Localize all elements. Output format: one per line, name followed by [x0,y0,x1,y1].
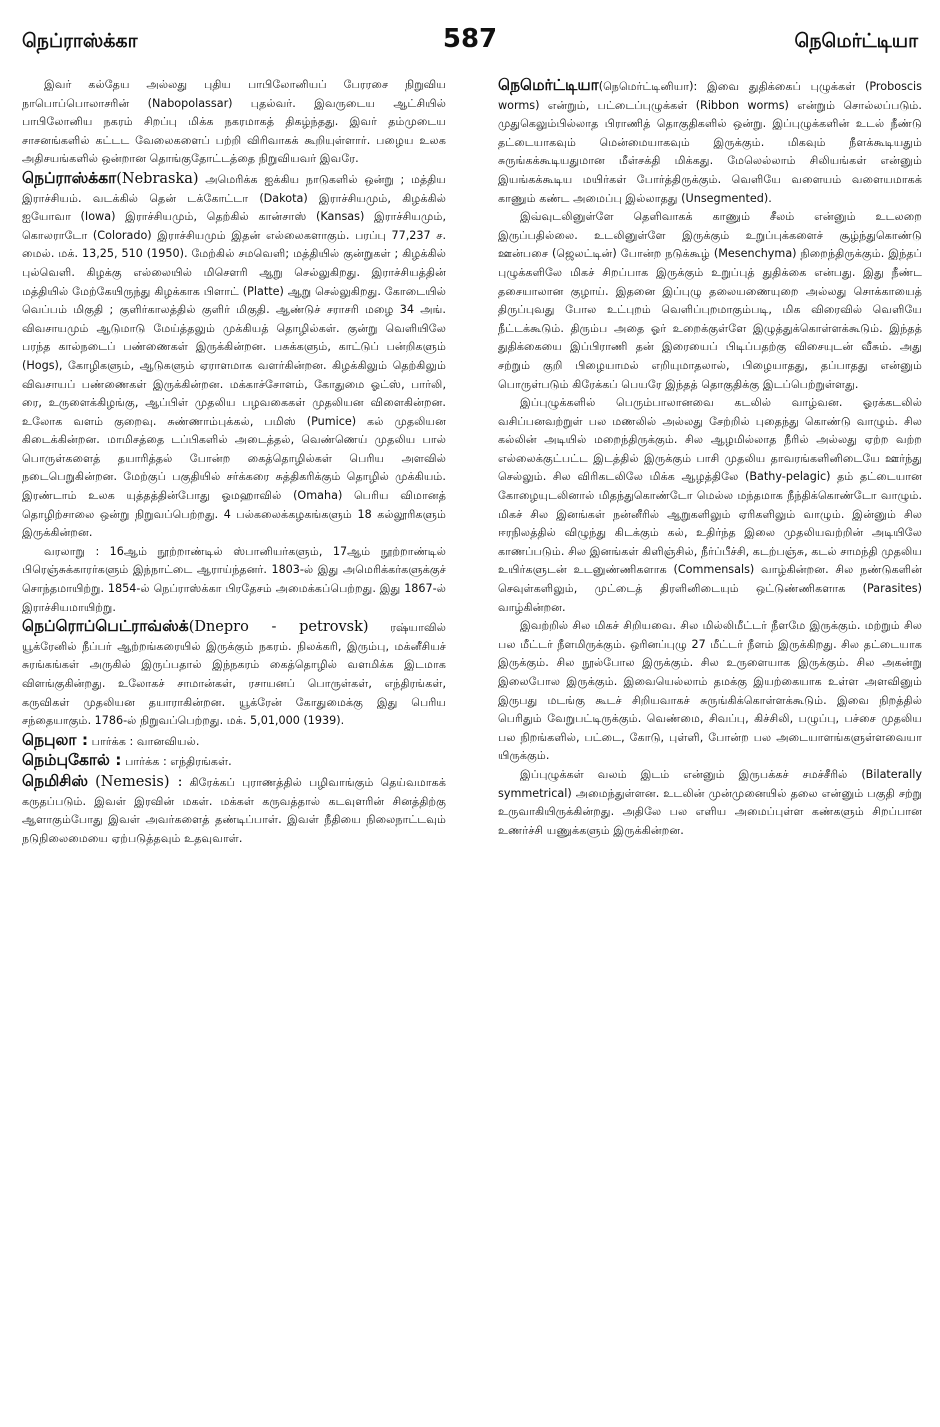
entry-headword: நெபுலா : [22,730,89,749]
entry-headword: நெப்ராஸ்க்கா [22,168,117,187]
entry-nebraska [22,169,446,543]
left-column [22,76,446,848]
page-number: 587 [442,24,498,54]
entry-paragraph: வரலாறு : 16ஆம் நூற்றாண்டில் ஸ்பானியர்களும், 17ஆம் நூற்றாண்டில் பிரெஞ்சுக்காரர்களும் இந்நாட்டை ஆராய்ந்தனர். 1803-ல் இது அமெரிக்கர்களுக்குச் சொந்தமாயிற்று. 1854-ல் நெப்ராஸ்க்கா பிரதேசம் அமைக்கப்பெற்றது. இது 1867-ல் இராச்சியமாயிற்று. [22,544,446,614]
running-head-right: நெமெர்ட்டியா [794,30,918,52]
entry-body: அமெரிக்க ஐக்கிய நாடுகளில் ஒன்று ; மத்திய இராச்சியம். வடக்கில் தென் டக்கோட்டா (Dakota) இராச்சியமும், கிழக்கில் ஐயோவா (Iowa) இராச்சியமும், தெற்கில் கான்சாஸ் (Kansas) இராச்சியமும், கொலராடோ (Colorado) இராச்சியமும் இதன் எல்லைகளாகும். பரப்பு 77,237 ச. மைல். மக். 13,25, 510 (1950). மேற்கில் சமவெளி; மத்தியில் குன்றுகள் ; கிழக்கில் புல்வெளி. கிழக்கு எல்லையில் மிசௌரி ஆறு செல்லுகிறது. இராச்சியத்தின் மத்தியில் மேற்கேயிருந்து கிழக்காக பிளாட் (Platte) ஆறு செல்லுகிறது. கோடையில் வெப்பம் மிகுதி ; குளிர்காலத்தில் குளிர் மிகுதி. ஆண்டுச் சராசரி மழை 34 அங். விவசாயமும் ஆடுமாடு மேய்த்தலும் முக்கியத் தொழில்கள். குன்று வெளியிலே பரந்த கால்நடைப் பண்ணைகள் இருக்கின்றன. பசுக்களும், காட்டுப் பன்றிகளும் (Hogs), கோழிகளும், ஆடுகளும் ஏராளமாக வளர்கின்றன. கிழக்கிலும் தெற்கிலும் விவசாயப் பண்ணைகள் இருக்கின்றன. மக்காச்சோளம், கோதுமை ஓட்ஸ், பார்லி, ரை, உருளைக்கிழங்கு, ஆப்பிள் முதலிய பழவகைகள் முதலியன விளைகின்றன. உலோக வளம் குறைவு. சுண்ணாம்புக்கல், பமிஸ் (Pumice) கல் முதலியன கிடைக்கின்றன. மாமிசத்தை டப்பிகளில் அடைத்தல், வெண்ணெய் முதலிய பால் பொருள்களைத் தயாரித்தல் போன்ற கைத்தொழில்கள் பெரிய அளவில் நடைபெறுகின்றன. மேற்குப் பகுதியில் சர்க்கரை சுத்திகரிக்கும் தொழில் முக்கியம். இரண்டாம் உலக யுத்தத்தின்போது ஓமஹாவில் (Omaha) பெரிய விமானத் தொழிற்சாலை ஒன்று நிறுவப்பெற்றது. 4 பல்கலைக்கழகங்களும் 18 கல்லூரிகளும் இருக்கின்றன. [22,172,446,540]
entry-alt-name: (நெமெர்ட்டினியா): [598,80,698,93]
entry-headword: நெப்ரொப்பெட்ராவ்ஸ்க் [22,617,189,636]
entry-paragraph: இவ்வுடலினுள்ளே தெளிவாகக் காணும் சீலம் என்னும் உடலறை இருப்பதில்லை. உடலினுள்ளே இருக்கும் உறுப்புக்களைச் சூழ்ந்துகொண்டு ஊன்பசை (ஜெலட்டின்) போன்ற நடுக்கூழ் (Mesenchyma) நிறைந்திருக்கும். இந்தப் புழுக்களிலே மிகச் சிறப்பாக இருக்கும் உறுப்புத் துதிக்கை என்பது. இது நீண்ட தசையாலான குழாய். இதனை இப்புழு தலையணையுறை அல்லது சொக்காயைத் திருப்புவது போல உட்புறம் வெளிப்புறமாகும்படி, மிக விரைவில் வெளியே நீட்டக்கூடும். திரும்ப அதை ஓர் உறைக்குள்ளே இழுத்துக்கொள்ளக்கூடும். இந்தத் துதிக்கையை இப்பிராணி தன் இரையைப் பிடிப்பதற்கு விசையுடன் வீசும். அது சற்றும் குறி பிழையாமல் எறியுமாதலால், பிழையாதது, தப்பாதது என்னும் பொருள்படும் கிரேக்கப் பெயரே இந்தத் தொகுதிக்கு இடப்பெற்றுள்ளது. [498,210,922,391]
page-header [22,24,918,70]
entry-lever [22,751,446,772]
entry-headword: நெம்புகோல் : [22,751,122,770]
entry-nebula [22,731,446,752]
running-head-left: நெப்ராஸ்க்கா [22,30,138,52]
entry-paragraph: இப்புழுக்களில் பெரும்பாலானவை கடலில் வாழ்வன. ஓரக்கடலில் வசிப்பனவற்றுள் பல மணலில் அல்லது சேற்றில் புதைந்து கொண்டு வாழும். சில கல்லின் அடியில் மறைந்திருக்கும். சில ஆழமில்லாத நீரில் அல்லது ஏற்ற வற்ற எல்லைக்குட்பட்ட இடத்தில் இருக்கும் பாசி முதலிய தாவரங்களினிடையே ஊர்ந்து செல்லும். சில விரிகடலிலே மிக்க ஆழத்திலே (Bathy-pelagic) தம் தட்டையான கோழையுடலினால் மிதந்துகொண்டோ மெல்ல மந்தமாக நீந்திக்கொண்டோ வாழும். மிகச் சில இனங்கள் நன்னீரில் ஆறுகளிலும் ஏரிகளிலும் வாழும். இன்னும் சில ஈரநிலத்தில் விழுந்து கிடக்கும் கல், உதிர்ந்த இலை முதலியவற்றின் அடியிலே காணப்படும். சில இனங்கள் கிளிஞ்சில், நீர்ப்பீச்சி, கடற்பஞ்சு, கடல் சாமந்தி முதலிய உயிர்களுடன் உடனுண்ணிகளாக (Commensals) வாழ்கின்றன. சில நண்டுகளின் செவுள்களிலும், முட்டைத் திரளினிடையும் ஒட்டுண்ணிகளாக (Parasites) வாழ்கின்றன. [498,396,922,614]
nebuchadnezzar-continuation: இவர் கல்தேய அல்லது புதிய பாபிலோனியப் பேரரசை நிறுவிய நாபொப்பொலாசரின் (Nabopolassar) புதல்வர். இவருடைய ஆட்சியில் பாபிலோனிய நகரம் சிறப்பு மிக்க நகரமாகத் திகழ்ந்தது. இவர் தம்முடைய சாசனங்களில் கட்டட வேலைகளைப் பற்றி விரிவாகக் கூறியுள்ளார். பழைய உலக அதிசயங்களில் ஒன்றான தொங்குதோட்டத்தை நிறுவியவர் இவரே. [22,78,446,166]
entry-body: கிரேக்கப் புராணத்தில் பழிவாங்கும் தெய்வமாகக் கருதப்படும். இவள் இரவின் மகள். மக்கள் கருவத்தால் கடவுளரின் சினத்திற்கு ஆளாகும்போது இவள் அவர்களைத் தண்டிப்பாள். இவள் நீதியை நிலைநாட்டவும் நடுநிலைமையை ஏற்படுத்தவும் உதவுவாள். [22,775,446,845]
entry-body: ரஷ்யாவில் யூக்ரேனில் நீப்பர் ஆற்றங்கரையில் இருக்கும் நகரம். நிலக்கரி, இரும்பு, மக்னீசியச் சுரங்கங்கள் அருகில் இருப்பதால் இந்நகரம் கைத்தொழில் வளமிக்க இடமாக விளங்குகின்றது. உலோகச் சாமான்கள், ரசாயனப் பொருள்கள், எந்திரங்கள், கருவிகள் முதலியன தயாராகின்றன. யூக்ரேன் கோதுமைக்கு இது பெரிய சந்தையாகும். 1786-ல் நிறுவப்பெற்றது. மக். 5,01,000 (1939). [22,621,446,728]
cross-reference: பார்க்க : எந்திரங்கள். [125,755,232,769]
right-column [498,76,922,840]
cross-reference: பார்க்க : வானவியல். [91,734,200,748]
entry-paragraph: இவற்றில் சில மிகச் சிறியவை. சில மில்லிமீட்டர் நீளமே இருக்கும். மற்றும் சில பல மீட்டர் நீளமிருக்கும். ஒரினப்புழு 27 மீட்டர் நீளம் இருக்கிறது. சில தட்டையாக இருக்கும். சில நூல்போல இருக்கும். சில உருளையாக இருக்கும். சில அகன்று இலைபோல இருக்கும். இவையெல்லாம் தமக்கு இயற்கையாக உள்ள அளவினும் இருபது மடங்கு கூடச் சிறியவாகச் சுருங்கிக்கொள்ளக்கூடும். இவை நிறத்தில் பெரிதும் வேறுபட்டிருக்கும். வெண்மை, சிவப்பு, கிச்சிலி, பழுப்பு, பச்சை முதலிய பல நிறங்களில், பட்டை, கோடு, புள்ளி, போன்ற பல அடையாளங்களுள்ளவையா யிருக்கும். [498,619,922,763]
entry-paragraph: இப்புழுக்கள் வலம் இடம் என்னும் இருபக்கச் சமச்சீரில் (Bilaterally symmetrical) அமைந்துள்ளன. உடலின் முன்முனையில் தலை என்னும் பகுதி சற்று உருவாகியிருக்கின்றது. அதிலே பல எளிய அமைப்புள்ள கண்களும் சிறப்பான உணர்ச்சி யணுக்களும் இருக்கின்றன. [498,767,922,837]
entry-headword: நெமெர்ட்டியா [498,76,599,94]
entry-headword: நெமிசிஸ் [22,771,89,790]
entry-dnepropetrovsk [22,617,446,731]
entry-latin-name: (Nemesis) : [95,773,183,790]
entry-nemesis [22,772,446,848]
entry-nemertea [498,76,922,208]
entry-body: இவை துதிக்கைப் புழுக்கள் (Proboscis worms) என்றும், பட்டைப்புழுக்கள் (Ribbon worms) என்றும் சொல்லப்படும். முதுகெலும்பில்லாத பிராணித் தொகுதிகளில் ஒன்று. இப்புழுக்களின் உடல் நீண்டு தட்டையாகவும் மென்மையாகவும் இருக்கும். மிகவும் நீளக்கூடியதும் சுருங்கக்கூடியதுமான மீள்சக்தி மிக்கது. மேலெல்லாம் சிலியங்கள் என்னும் இயங்கக்கூடிய மயிர்கள் போர்த்திருக்கும். வெளியே வளையம் வளையமாகக் காணும் கண்ட அமைப்பு இல்லாதது (Unsegmented). [498,80,922,205]
entry-latin-name: (Nebraska) [116,170,199,187]
entry-latin-name: (Dnepro - petrovsk) [188,619,369,636]
